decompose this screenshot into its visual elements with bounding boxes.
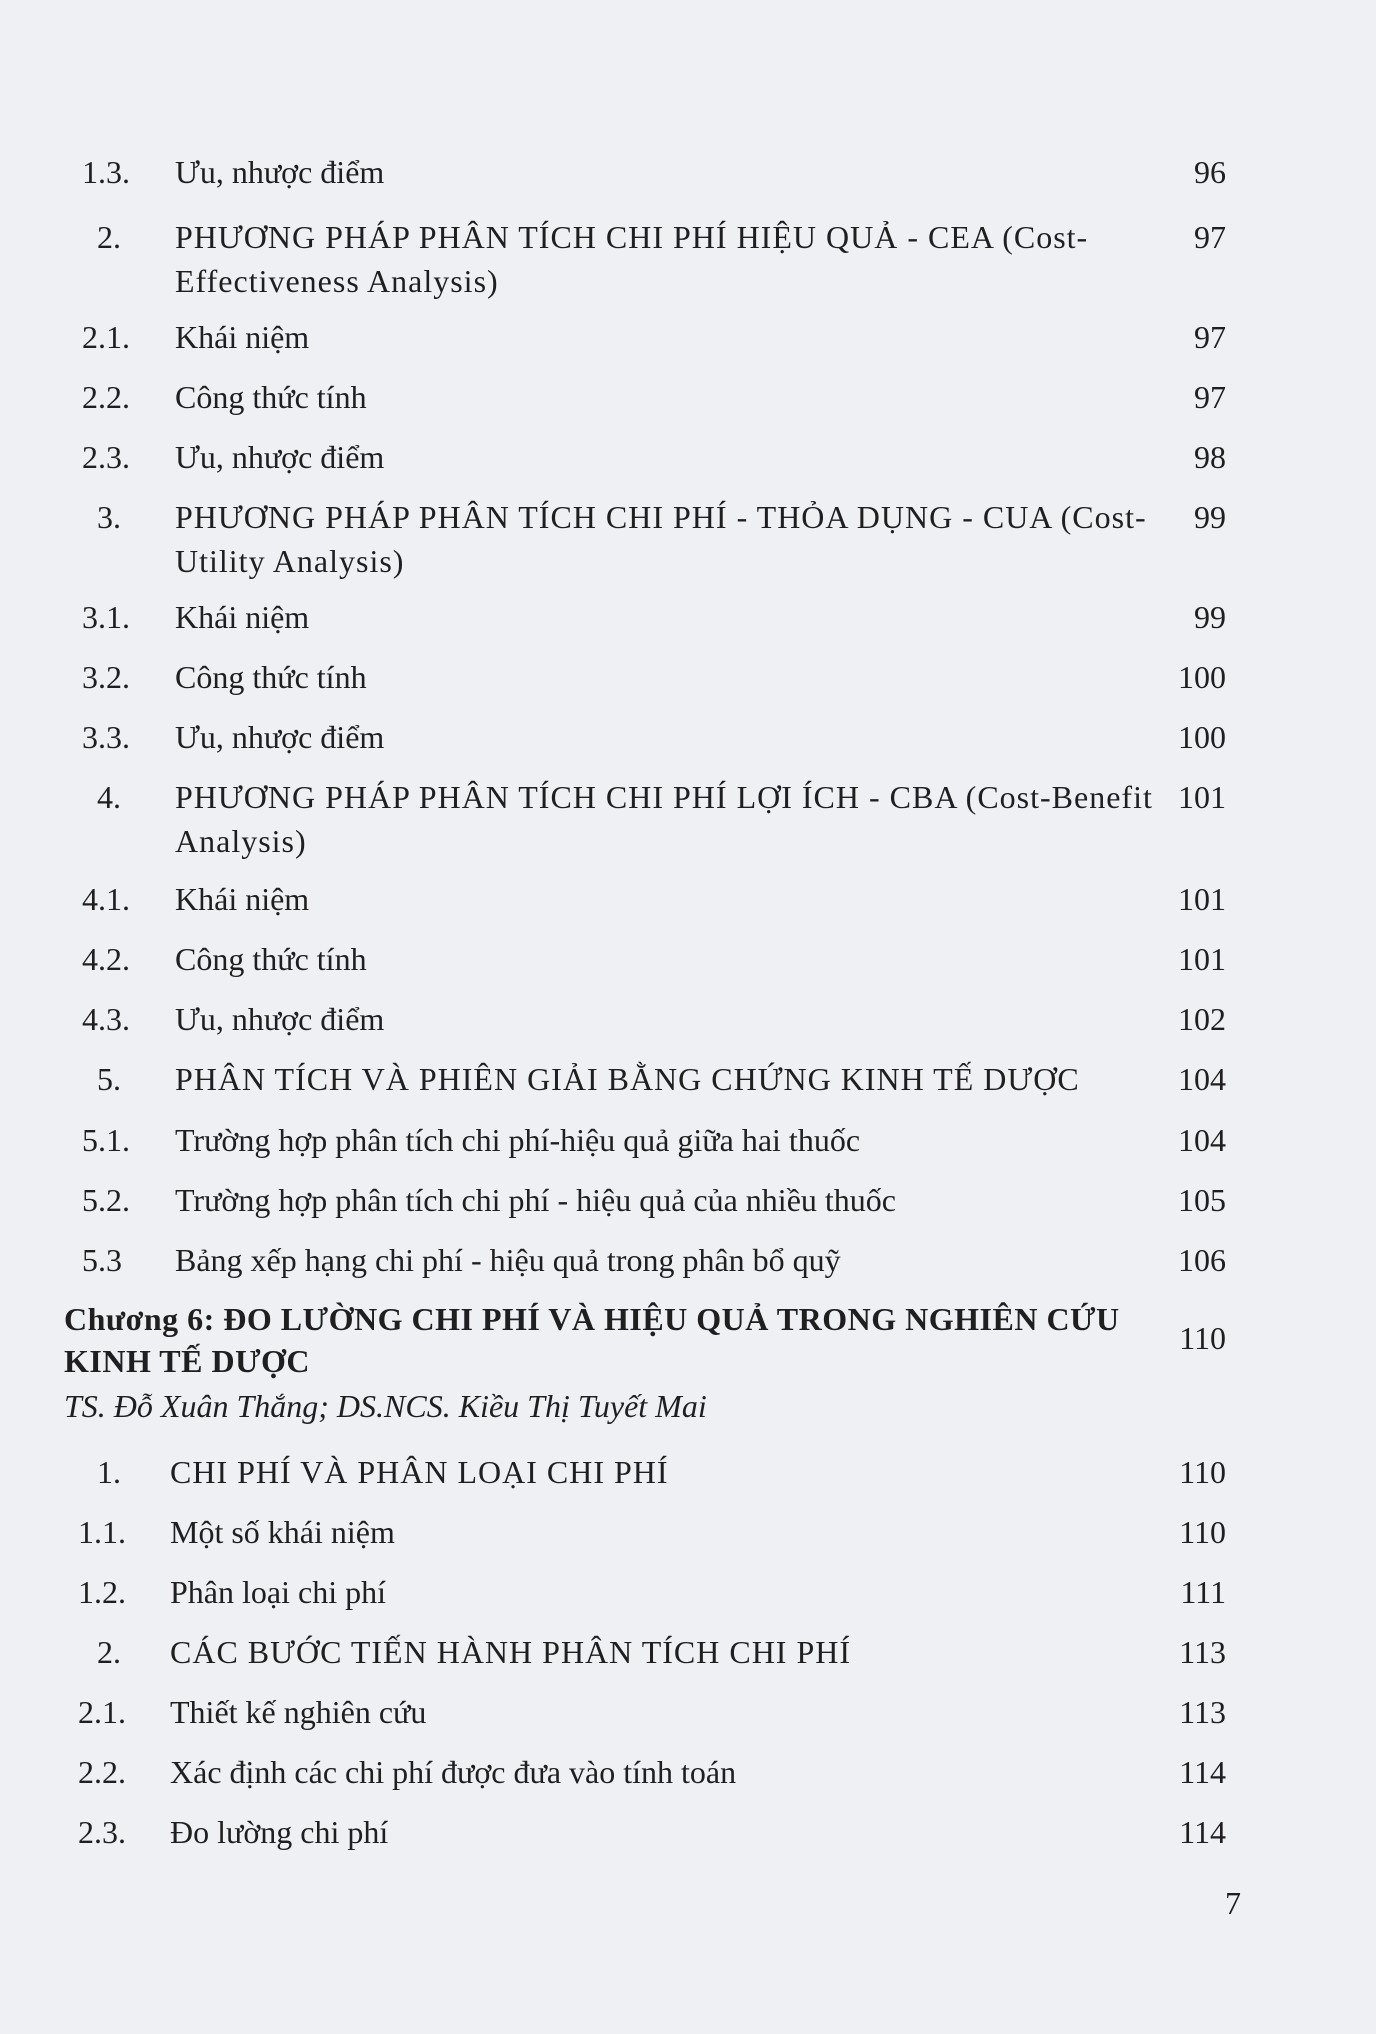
page-number: 7 [1225,1885,1241,1921]
entry-page: 101 [1178,941,1226,977]
entry-page: 101 [1178,881,1226,917]
entry-number: 1.2. [78,1574,126,1610]
entry-number: 4. [97,779,121,815]
chapter-page: 110 [1179,1320,1226,1356]
entry-number: 1.3. [82,154,130,190]
entry-title: PHÂN TÍCH VÀ PHIÊN GIẢI BẰNG CHỨNG KINH TẾ DƯỢC [175,1061,1080,1097]
entry-page: 111 [1180,1574,1226,1610]
entry-page: 110 [1179,1514,1226,1550]
entry-title: Công thức tính [175,659,367,695]
entry-title: Khái niệm [175,599,310,635]
entry-number: 2.3. [78,1814,126,1850]
entry-page: 113 [1179,1634,1226,1670]
entry-title: PHƯƠNG PHÁP PHÂN TÍCH CHI PHÍ - THỎA DỤNG - CUA (Cost-Utility Analysis) [175,499,1147,579]
entry-title: PHƯƠNG PHÁP PHÂN TÍCH CHI PHÍ HIỆU QUẢ - CEA (Cost-Effectiveness Analysis) [175,219,1089,299]
entry-number: 3.1. [82,599,130,635]
entry-number: 5.3 [82,1242,122,1278]
entry-page: 100 [1178,659,1226,695]
entry-title: Công thức tính [175,379,367,415]
entry-page: 99 [1194,599,1226,635]
entry-title: Thiết kế nghiên cứu [170,1694,427,1730]
entry-page: 113 [1179,1694,1226,1730]
entry-page: 106 [1178,1242,1226,1278]
entry-number: 1.1. [78,1514,126,1550]
entry-number: 2.2. [78,1754,126,1790]
entry-title: PHƯƠNG PHÁP PHÂN TÍCH CHI PHÍ LỢI ÍCH - CBA (Cost-Benefit Analysis) [175,779,1153,859]
entry-page: 97 [1194,319,1226,355]
entry-number: 4.3. [82,1001,130,1037]
entry-title: Trường hợp phân tích chi phí - hiệu quả của nhiều thuốc [175,1182,896,1218]
entry-number: 5. [97,1061,121,1097]
entry-title: CÁC BƯỚC TIẾN HÀNH PHÂN TÍCH CHI PHÍ [170,1634,852,1670]
entry-page: 104 [1178,1122,1226,1158]
entry-number: 4.2. [82,941,130,977]
entry-title: Xác định các chi phí được đưa vào tính toán [170,1754,737,1790]
entry-title: Khái niệm [175,881,310,917]
entry-title: Bảng xếp hạng chi phí - hiệu quả trong phân bổ quỹ [175,1242,841,1278]
entry-number: 5.1. [82,1122,130,1158]
entry-number: 3.3. [82,719,130,755]
entry-number: 2.1. [82,319,130,355]
entry-number: 2.1. [78,1694,126,1730]
entry-number: 5.2. [82,1182,130,1218]
entry-page: 114 [1179,1814,1226,1850]
entry-page: 110 [1179,1454,1226,1490]
entry-number: 2.3. [82,439,130,475]
entry-number: 2. [97,1634,121,1670]
chapter-authors: TS. Đỗ Xuân Thắng; DS.NCS. Kiều Thị Tuyết Mai [64,1388,707,1424]
entry-title: Đo lường chi phí [170,1814,389,1850]
entry-page: 104 [1178,1061,1226,1097]
entry-number: 1. [97,1454,121,1490]
entry-number: 2. [97,219,121,255]
entry-page: 100 [1178,719,1226,755]
entry-number: 2.2. [82,379,130,415]
entry-page: 101 [1178,779,1226,815]
chapter-title: Chương 6: ĐO LƯỜNG CHI PHÍ VÀ HIỆU QUẢ TRONG NGHIÊN CỨU KINH TẾ DƯỢC [64,1301,1120,1379]
entry-title: CHI PHÍ VÀ PHÂN LOẠI CHI PHÍ [170,1454,669,1490]
entry-number: 3. [97,499,121,535]
entry-page: 99 [1194,499,1226,535]
entry-title: Công thức tính [175,941,367,977]
entry-title: Trường hợp phân tích chi phí-hiệu quả giữa hai thuốc [175,1122,861,1158]
entry-page: 105 [1178,1182,1226,1218]
entry-page: 114 [1179,1754,1226,1790]
entry-number: 4.1. [82,881,130,917]
entry-title: Ưu, nhược điểm [175,719,385,755]
entry-title: Ưu, nhược điểm [175,439,385,475]
entry-page: 97 [1194,219,1226,255]
entry-page: 102 [1178,1001,1226,1037]
entry-page: 98 [1194,439,1226,475]
entry-page: 96 [1194,154,1226,190]
entry-page: 97 [1194,379,1226,415]
entry-title: Ưu, nhược điểm [175,154,385,190]
entry-title: Khái niệm [175,319,310,355]
entry-title: Phân loại chi phí [170,1574,386,1610]
entry-title: Một số khái niệm [170,1514,395,1550]
entry-number: 3.2. [82,659,130,695]
entry-title: Ưu, nhược điểm [175,1001,385,1037]
